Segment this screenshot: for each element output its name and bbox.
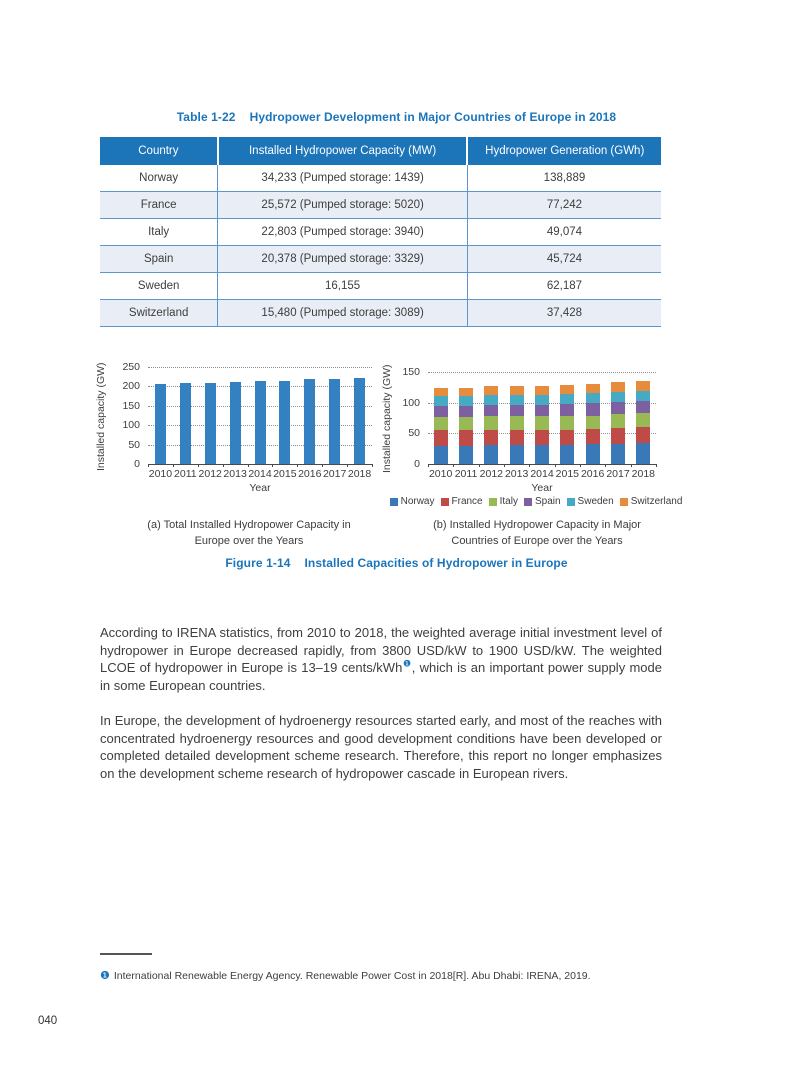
footnote-text: International Renewable Energy Agency. Renewable Power Cost in 2018[R]. Abu Dhabi: IRENA, 2019. [113, 970, 591, 982]
table-row [100, 273, 661, 300]
bar-segment-sweden [611, 392, 625, 402]
x-axis-tick-label: 2011 [174, 468, 197, 480]
bar-segment-france [484, 430, 498, 445]
x-axis-tickmark [173, 464, 174, 467]
bar-segment-switzerland [510, 386, 524, 395]
x-axis-tickmark [272, 464, 273, 467]
bar-segment-sweden [434, 396, 448, 406]
table-cell: 15,480 (Pumped storage: 3089) [218, 300, 468, 327]
y-axis-tick-label: 250 [122, 361, 140, 373]
x-axis-tick-label: 2018 [631, 468, 655, 480]
legend-item [524, 496, 561, 507]
legend-label: Italy [499, 496, 518, 507]
bar-2016 [304, 379, 315, 464]
bar-segment-norway [560, 445, 574, 464]
legend-swatch-italy [489, 498, 497, 506]
bar-segment-spain [560, 404, 574, 416]
bar-segment-norway [434, 446, 448, 464]
table-title-text: Hydropower Development in Major Countries of Europe in 2018 [249, 110, 617, 124]
x-axis-tickmark [223, 464, 224, 467]
bar-segment-france [535, 430, 549, 445]
bar-segment-france [510, 430, 524, 445]
x-axis-tickmark [372, 464, 373, 467]
bar-segment-sweden [484, 395, 498, 405]
y-axis-tick-label: 50 [128, 438, 140, 451]
table-cell: 138,889 [467, 165, 661, 192]
x-axis-tick-label: 2015 [555, 468, 579, 480]
table-cell: 77,242 [467, 192, 661, 219]
bar-segment-norway [510, 445, 524, 464]
table-header-cell: Country [100, 137, 218, 165]
bar-2012 [205, 383, 216, 464]
table-header-row [100, 137, 661, 165]
x-axis-tickmark [148, 464, 149, 467]
x-axis-tick-label: 2016 [580, 468, 605, 480]
bar-segment-france [560, 430, 574, 445]
bar-2017 [329, 379, 340, 464]
bar-segment-italy [434, 417, 448, 430]
table-header-cell: Hydropower Generation (GWh) [467, 137, 661, 165]
hydropower-table [100, 137, 661, 327]
x-axis-tick-label: 2011 [454, 468, 478, 480]
legend-label: Spain [534, 496, 561, 507]
bar-segment-spain [535, 405, 549, 417]
bar-segment-italy [459, 417, 473, 430]
bar-segment-spain [434, 406, 448, 418]
chart-legend [380, 496, 692, 507]
bar-segment-norway [484, 445, 498, 464]
bar-segment-italy [484, 416, 498, 429]
legend-swatch-norway [390, 498, 398, 506]
bar-2018 [354, 378, 365, 464]
y-axis-title: Installed capacity (GW) [381, 364, 393, 474]
bar-segment-france [636, 427, 650, 443]
bar-2010 [155, 384, 166, 464]
bar-segment-sweden [510, 395, 524, 405]
legend-label: Switzerland [630, 496, 683, 507]
table-header-cell: Installed Hydropower Capacity (MW) [218, 137, 468, 165]
table-cell: Spain [100, 246, 218, 273]
x-axis-tickmark [529, 464, 530, 467]
bar-segment-italy [586, 416, 600, 429]
bar-segment-italy [535, 416, 549, 429]
bar-segment-spain [586, 403, 600, 415]
bar-segment-france [434, 430, 448, 445]
x-axis-tickmark [453, 464, 454, 467]
bar-segment-norway [636, 443, 650, 464]
caption-a-line1: (a) Total Installed Hydropower Capacity in [147, 519, 351, 531]
bar-segment-france [586, 429, 600, 444]
y-axis-tick-label: 200 [122, 380, 140, 393]
footnote-separator-rule [100, 953, 152, 955]
table-cell: 49,074 [467, 219, 661, 246]
footnote-reference-marker: ❶ [402, 658, 412, 669]
figure-title-text: Installed Capacities of Hydropower in Europe [304, 556, 568, 570]
bar-segment-norway [459, 446, 473, 464]
bar-segment-italy [636, 413, 650, 427]
bar-segment-switzerland [535, 386, 549, 395]
caption-chart-b [384, 517, 690, 549]
paragraph1-text-after: , which is an important power supply mode in some European countries. [100, 660, 662, 693]
gridline [428, 372, 656, 373]
table-cell: 22,803 (Pumped storage: 3940) [218, 219, 468, 246]
bar-segment-sweden [586, 393, 600, 403]
bar-segment-spain [484, 405, 498, 417]
table-title [0, 110, 793, 124]
bar-segment-switzerland [636, 381, 650, 391]
caption-chart-a [94, 517, 404, 549]
caption-b-line1: (b) Installed Hydropower Capacity in Major [433, 519, 641, 531]
y-axis-tick-label: 150 [122, 399, 140, 412]
bar-segment-switzerland [586, 384, 600, 393]
table-row [100, 300, 661, 327]
bar-segment-spain [459, 406, 473, 418]
x-axis-tick-label: 2010 [428, 468, 453, 480]
caption-b-line2: Countries of Europe over the Years [451, 535, 623, 547]
y-axis-tick-label: 50 [408, 427, 420, 440]
x-axis-tickmark [631, 464, 632, 467]
x-axis-tickmark [322, 464, 323, 467]
table-cell: 62,187 [467, 273, 661, 300]
paragraph1-text: According to IRENA statistics, from 2010 to 2018, the weighted average initial investment level of hydropower in Europe decreased rapidly, from 3800 USD/kW to 1900 USD/kW. The weighted LCOE of hydropower in Europe is 13–19 cents/kWh [100, 625, 662, 676]
x-axis-tickmark [347, 464, 348, 467]
table-cell: Norway [100, 165, 218, 192]
page-number: 040 [38, 1015, 58, 1027]
x-axis-tick-label: 2010 [148, 468, 173, 480]
x-axis-tickmark [504, 464, 505, 467]
y-axis-tick-label: 0 [134, 458, 140, 470]
x-axis-tickmark [198, 464, 199, 467]
bar-segment-france [611, 428, 625, 444]
paragraph-europe-development: In Europe, the development of hydroenergy resources started early, and most of the reaches with concentrated hydroenergy resources and good development conditions have been developed or completed detailed development scheme research. Therefore, this report no longer emphasizes on the development scheme research of hydropower cascade in European rivers. [100, 713, 662, 781]
chart-capacity-by-country [380, 358, 692, 518]
x-axis-title: Year [531, 482, 553, 494]
bar-segment-italy [510, 416, 524, 429]
legend-swatch-spain [524, 498, 532, 506]
y-axis-tick-label: 0 [414, 458, 420, 470]
bar-segment-switzerland [484, 386, 498, 395]
x-axis-tickmark [428, 464, 429, 467]
table-cell: 34,233 (Pumped storage: 1439) [218, 165, 468, 192]
bar-segment-switzerland [611, 382, 625, 392]
bar-2013 [230, 382, 241, 464]
footnote-marker-icon: ❶ [100, 970, 110, 982]
y-axis-tick-label: 100 [402, 396, 420, 409]
bar-segment-spain [611, 402, 625, 414]
bar-segment-spain [510, 405, 524, 417]
x-axis-tick-label: 2018 [347, 468, 372, 480]
table-cell: 25,572 (Pumped storage: 5020) [218, 192, 468, 219]
bar-segment-italy [611, 414, 625, 427]
x-axis-tick-label: 2017 [606, 468, 630, 480]
table-cell: 45,724 [467, 246, 661, 273]
legend-swatch-sweden [567, 498, 575, 506]
x-axis-tickmark [656, 464, 657, 467]
legend-item [489, 496, 518, 507]
bar-segment-switzerland [434, 388, 448, 396]
bar-segment-spain [636, 401, 650, 413]
legend-swatch-france [441, 498, 449, 506]
bar-segment-norway [586, 444, 600, 464]
legend-label: Sweden [577, 496, 614, 507]
y-axis-tick-label: 100 [122, 419, 140, 432]
table-row [100, 165, 661, 192]
x-axis-tick-label: 2014 [530, 468, 554, 480]
x-axis-tick-label: 2012 [198, 468, 222, 480]
legend-label: France [451, 496, 483, 507]
y-axis-tick-label: 150 [402, 366, 420, 378]
legend-item [441, 496, 483, 507]
bar-segment-italy [560, 416, 574, 429]
paragraph-irena-statistics [100, 624, 662, 694]
table-row [100, 246, 661, 273]
x-axis-tick-label: 2013 [223, 468, 247, 480]
table-cell: France [100, 192, 218, 219]
figure-title [0, 556, 793, 570]
table-row [100, 219, 661, 246]
x-axis-tick-label: 2012 [479, 468, 503, 480]
x-axis-tickmark [580, 464, 581, 467]
table-body [100, 165, 661, 327]
x-axis-tickmark [297, 464, 298, 467]
chart-a-plot-area [148, 367, 372, 465]
legend-swatch-switzerland [620, 498, 628, 506]
footnote [100, 969, 694, 982]
figure-label: Figure 1-14 [225, 556, 291, 570]
bar-segment-switzerland [459, 388, 473, 396]
x-axis-tick-label: 2014 [248, 468, 272, 480]
table-cell: 20,378 (Pumped storage: 3329) [218, 246, 468, 273]
x-axis-tick-label: 2013 [504, 468, 529, 480]
bar-2011 [180, 383, 191, 464]
x-axis-tickmark [605, 464, 606, 467]
legend-label: Norway [400, 496, 435, 507]
bar-2015 [279, 381, 290, 464]
table-cell: Switzerland [100, 300, 218, 327]
bar-segment-sweden [560, 394, 574, 404]
bar-segment-sweden [636, 391, 650, 401]
table-row [100, 192, 661, 219]
x-axis-tick-label: 2016 [298, 468, 322, 480]
x-axis-tickmark [555, 464, 556, 467]
table-cell: 37,428 [467, 300, 661, 327]
bar-segment-sweden [535, 395, 549, 405]
bar-segment-sweden [459, 396, 473, 406]
bar-segment-norway [535, 445, 549, 464]
x-axis-tickmark [248, 464, 249, 467]
x-axis-tick-label: 2015 [273, 468, 297, 480]
legend-item [390, 496, 435, 507]
legend-item [620, 496, 683, 507]
x-axis-tickmark [479, 464, 480, 467]
gridline [148, 367, 372, 368]
caption-a-line2: Europe over the Years [194, 535, 304, 547]
bar-segment-france [459, 430, 473, 445]
chart-b-plot-area [428, 372, 656, 465]
x-axis-title: Year [249, 482, 271, 494]
y-axis-title: Installed capacity (GW) [95, 362, 107, 471]
bar-segment-norway [611, 444, 625, 464]
table-cell: 16,155 [218, 273, 468, 300]
bar-2014 [255, 381, 266, 464]
chart-total-installed-capacity [94, 358, 386, 518]
x-axis-tick-label: 2017 [322, 468, 347, 480]
table-cell: Italy [100, 219, 218, 246]
bar-segment-switzerland [560, 385, 574, 394]
table-label: Table 1-22 [176, 110, 236, 124]
table-cell: Sweden [100, 273, 218, 300]
legend-item [567, 496, 614, 507]
